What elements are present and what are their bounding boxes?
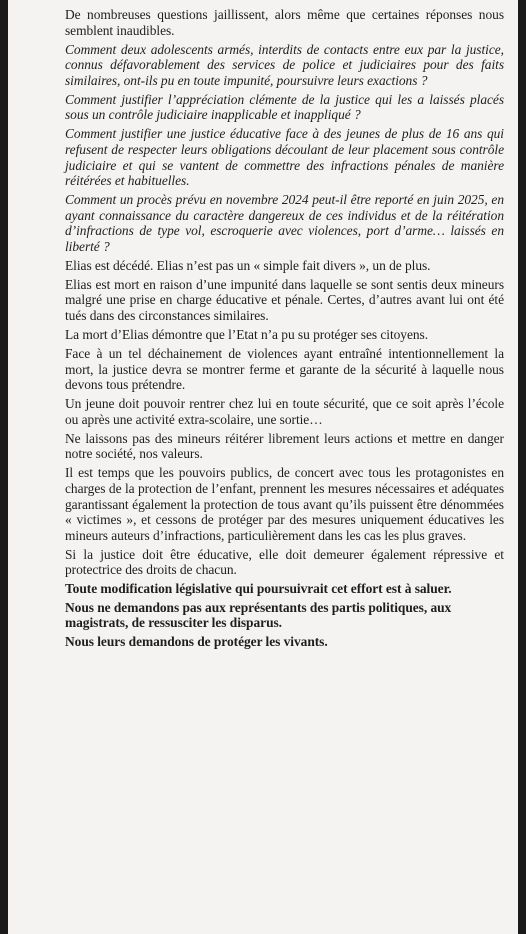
elias-deceased-paragraph: Elias est décédé. Elias n’est pas un « simple fait divers », un de plus. [65, 257, 431, 273]
repressive-justice-paragraph: Si la justice doit être éducative, elle doit demeurer également répressive et protectrice des droits de chacun. [65, 546, 504, 578]
question-armed-teens: Comment deux adolescents armés, interdits de contacts entre eux par la justice, connus défavorablement des services de police et judiciaires pour des faits similaires, ont-ils pu en toute impunité, poursuivre leurs exactions ? [65, 41, 504, 88]
elias-impunity-paragraph: Elias est mort en raison d’une impunité dans laquelle se sont sentis deux mineurs malgré une prise en charge éducative et pénale. Certes, d’autres avant lui ont été tués dans des circonstances similaires. [65, 276, 504, 324]
state-failure-paragraph: La mort d’Elias démontre que l’Etat n’a pu su protéger ses citoyens. [65, 327, 429, 343]
document-page [8, 0, 518, 934]
firm-justice-paragraph: Face à un tel déchainement de violences ayant entraîné intentionnellement la mort, la justice devra se montrer ferme et garante de la sécurité à laquelle nous devons tous prétendre. [65, 346, 504, 393]
minors-reoffending-paragraph: Ne laissons pas des mineurs réitérer librement leurs actions et mettre en danger notre société, nos valeurs. [65, 430, 504, 462]
no-resurrection-statement: Nous ne demandons pas aux représentants des partis politiques, aux magistrats, de ressusciter les disparus. [65, 599, 452, 631]
public-authorities-paragraph: Il est temps que les pouvoirs publics, de concert avec tous les protagonistes en charges de la protection de l’enfant, prennent les mesures nécessaires et adéquates garantissant également la protection de tous avant qu’ils puissent être dénommées « victimes », et cessons de protéger par des mesures uniquement éducatives les mineurs auteurs d’infractions, particulièrement dans les cas les plus graves. [65, 465, 504, 543]
question-educational-justice: Comment justifier une justice éducative face à des jeunes de plus de 16 ans qui refusent de respecter leurs obligations découlant de leur placement sous contrôle judiciaire et qui se vantent de commettre des infractions pénales de manière réitérées et habituelles. [65, 126, 504, 189]
legislative-change-statement: Toute modification législative qui poursuivrait cet effort est à saluer. [65, 581, 452, 597]
question-lenient-justice: Comment justifier l’appréciation clémente de la justice qui les a laissés placés sous un contrôle judiciaire inapplicable et inappliqué ? [65, 91, 504, 123]
safe-return-paragraph: Un jeune doit pouvoir rentrer chez lui en toute sécurité, que ce soit après l’école ou après une activité extra-scolaire, une sortie… [65, 396, 504, 427]
question-postponed-trial: Comment un procès prévu en novembre 2024 peut-il être reporté en juin 2025, en ayant connaissance du caractère dangereux de ces individus et de la réitération d’infractions de type vol, escroquerie avec violences, port d’arme… laissés en liberté ? [65, 192, 504, 254]
protect-living-statement: Nous leurs demandons de protéger les vivants. [65, 634, 328, 650]
intro-paragraph: De nombreuses questions jaillissent, alors même que certaines réponses nous semblent inaudibles. [65, 7, 504, 38]
